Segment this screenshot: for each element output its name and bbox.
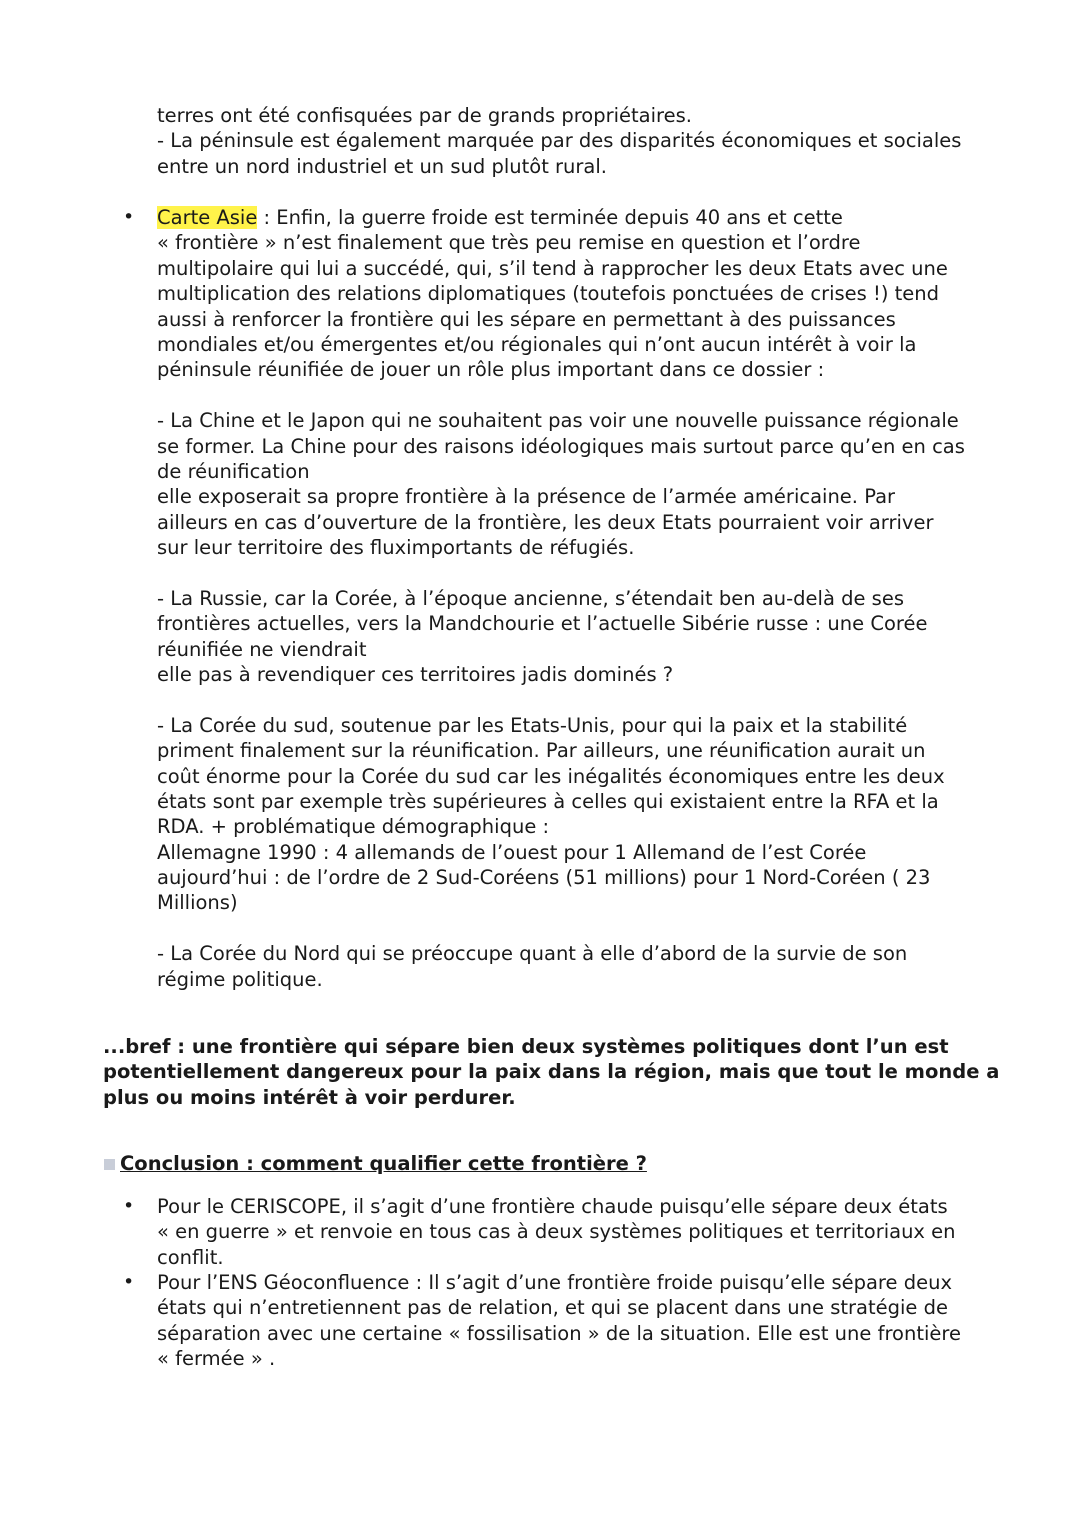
asie-line: multiplication des relations diplomatiques (toutefois ponctuées de crises !) tend	[157, 282, 940, 305]
coree-sud-line: aujourd’hui : de l’ordre de 2 Sud-Coréens (51 millions) pour 1 Nord-Coréen ( 23	[157, 866, 931, 889]
bullet-icon: •	[123, 206, 135, 228]
coree-nord-line: régime politique.	[157, 968, 323, 991]
coree-sud-line: états sont par exemple très supérieures à celles qui existaient entre la RFA et la	[157, 790, 939, 813]
conclusion-item2-line: états qui n’entretiennent pas de relation, et qui se placent dans une stratégie de	[157, 1296, 948, 1319]
chine-line: - La Chine et le Japon qui ne souhaitent pas voir une nouvelle puissance régionale	[157, 409, 959, 432]
russie-line: elle pas à revendiquer ces territoires jadis dominés ?	[157, 663, 674, 686]
bref-line: ...bref : une frontière qui sépare bien deux systèmes politiques dont l’un est	[103, 1035, 949, 1058]
chine-line: elle exposerait sa propre frontière à la présence de l’armée américaine. Par	[157, 485, 896, 508]
conclusion-item2-line: « fermée » .	[157, 1347, 276, 1370]
asie-line: péninsule réunifiée de jouer un rôle plus important dans ce dossier :	[157, 358, 825, 381]
conclusion-heading: Conclusion : comment qualifier cette frontière ?	[120, 1152, 647, 1175]
chine-line: de réunification	[157, 460, 310, 483]
asie-first-line	[157, 205, 843, 230]
asie-text: : Enfin, la guerre froide est terminée depuis 40 ans et cette	[257, 206, 843, 229]
russie-line: frontières actuelles, vers la Mandchourie et l’actuelle Sibérie russe : une Corée	[157, 612, 928, 635]
conclusion-item1-line: conflit.	[157, 1246, 224, 1269]
conclusion-item1-line: Pour le CERISCOPE, il s’agit d’une frontière chaude puisqu’elle sépare deux états	[157, 1195, 948, 1218]
conclusion-item1-line: « en guerre » et renvoie en tous cas à deux systèmes politiques et territoriaux en	[157, 1220, 956, 1243]
russie-line: - La Russie, car la Corée, à l’époque ancienne, s’étendait ben au-delà de ses	[157, 587, 904, 610]
asie-line: mondiales et/ou émergentes et/ou régionales qui n’ont aucun intérêt à voir la	[157, 333, 917, 356]
asie-line: aussi à renforcer la frontière qui les sépare en permettant à des puissances	[157, 308, 896, 331]
coree-sud-line: priment finalement sur la réunification. Par ailleurs, une réunification aurait un	[157, 739, 926, 762]
bref-line: potentiellement dangereux pour la paix dans la région, mais que tout le monde a	[103, 1060, 1000, 1083]
bref-line: plus ou moins intérêt à voir perdurer.	[103, 1086, 516, 1109]
coree-sud-line: - La Corée du sud, soutenue par les Etats-Unis, pour qui la paix et la stabilité	[157, 714, 908, 737]
conclusion-item2-line: Pour l’ENS Géoconfluence : Il s’agit d’une frontière froide puisqu’elle sépare deux	[157, 1271, 952, 1294]
heading-square-icon	[104, 1159, 115, 1170]
coree-sud-line: Allemagne 1990 : 4 allemands de l’ouest pour 1 Allemand de l’est Corée	[157, 841, 867, 864]
intro-line: entre un nord industriel et un sud plutôt rural.	[157, 155, 607, 178]
chine-line: ailleurs en cas d’ouverture de la frontière, les deux Etats pourraient voir arriver	[157, 511, 934, 534]
russie-line: réunifiée ne viendrait	[157, 638, 367, 661]
intro-line: - La péninsule est également marquée par des disparités économiques et sociales	[157, 129, 962, 152]
chine-line: se former. La Chine pour des raisons idéologiques mais surtout parce qu’en en cas	[157, 435, 965, 458]
coree-sud-line: RDA. + problématique démographique :	[157, 815, 550, 838]
coree-sud-line: Millions)	[157, 891, 238, 914]
carte-asie-highlight: Carte Asie	[157, 206, 258, 229]
asie-line: multipolaire qui lui a succédé, qui, s’il tend à rapprocher les deux Etats avec une	[157, 257, 948, 280]
asie-line: « frontière » n’est finalement que très peu remise en question et l’ordre	[157, 231, 861, 254]
intro-line: terres ont été confisquées par de grands propriétaires.	[157, 104, 692, 127]
bullet-icon: •	[123, 1195, 135, 1217]
bullet-icon: •	[123, 1271, 135, 1293]
coree-sud-line: coût énorme pour la Corée du sud car les inégalités économiques entre les deux	[157, 765, 945, 788]
coree-nord-line: - La Corée du Nord qui se préoccupe quant à elle d’abord de la survie de son	[157, 942, 908, 965]
conclusion-item2-line: séparation avec une certaine « fossilisation » de la situation. Elle est une frontière	[157, 1322, 961, 1345]
chine-line: sur leur territoire des fluximportants de réfugiés.	[157, 536, 635, 559]
